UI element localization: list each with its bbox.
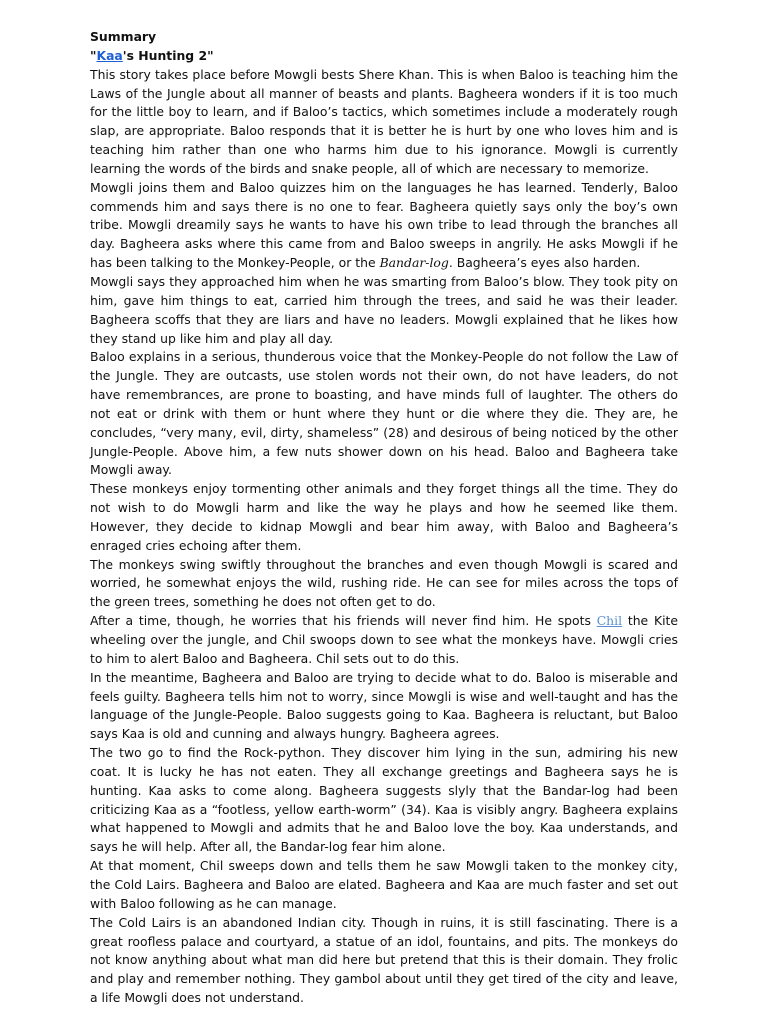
chapter-title <box>90 47 678 66</box>
paragraph-9: The two go to find the Rock-python. They discover him lying in the sun, admiring his new coat. It is lucky he has not eaten. They all exchange greetings and Bagheera says he is hunting. Kaa asks to come along. Bagheera suggests slyly that the Bandar-log had been criticizing Kaa as a “footless, yellow earth-worm” (34). Kaa is visibly angry. Bagheera explains what happened to Mowgli and admits that he and Baloo love the boy. Kaa understands, and says he will help. After all, the Bandar-log fear him alone. <box>90 745 678 855</box>
paragraph-3: Mowgli says they approached him when he was smarting from Baloo’s blow. They took pity on him, gave him things to eat, carried him through the trees, and said he was their leader. Bagheera scoffs that they are liars and have no leaders. Mowgli explained that he likes how they stand up like him and play all day. <box>90 273 678 346</box>
paragraph-2-part-b: Bagheera’s eyes also harden. <box>452 255 641 271</box>
paragraph-7 <box>90 612 678 669</box>
title-rest: 's Hunting 2" <box>122 47 214 63</box>
kaa-link[interactable]: Kaa <box>96 47 123 63</box>
chil-link[interactable]: Chil <box>596 613 623 629</box>
paragraph-8: In the meantime, Bagheera and Baloo are trying to decide what to do. Baloo is miserable and feels guilty. Bagheera tells him not to worry, since Mowgli is wise and well-taught and has the language of the Jungle-People. Baloo suggests going to Kaa. Bagheera is reluctant, but Baloo says Kaa is old and cunning and always hungry. Bagheera agrees. <box>90 669 678 742</box>
paragraph-11: The Cold Lairs is an abandoned Indian city. Though in ruins, it is still fascinating. There is a great roofless palace and courtyard, a statue of an idol, fountains, and pits. The monkeys do not know anything about what man did here but pretend that this is their domain. They frolic and play and remember nothing. They gambol about until they get tired of the city and leave, a life Mowgli does not understand. <box>90 914 678 1006</box>
title-open-quote: " <box>90 47 97 63</box>
paragraph-4: Baloo explains in a serious, thunderous voice that the Monkey-People do not follow the Law of the Jungle. They are outcasts, use stolen words not their own, do not have leaders, do not have remembrances, are prone to boasting, and have minds full of laughter. The others do not eat or drink with them or hunt where they hunt or die where they die. They are, he concludes, “very many, evil, dirty, shameless” (28) and desirous of being noticed by the other Jungle-People. Above him, a few nuts shower down on his head. Baloo and Bagheera take Mowgli away. <box>90 349 678 478</box>
paragraph-7-part-a: After a time, though, he worries that his friends will never find him. He spots <box>90 613 597 629</box>
paragraph-7-part-b: the Kite wheeling over the jungle, and Chil swoops down to see what the monkeys have. Mowgli cries to him to alert Baloo and Bagheera. Chil sets out to do this. <box>90 613 678 666</box>
summary-heading: Summary <box>90 29 157 44</box>
paragraph-10: At that moment, Chil sweeps down and tells them he saw Mowgli taken to the monkey city, the Cold Lairs. Bagheera and Baloo are elated. Bagheera and Kaa are much faster and set out with Baloo following as he can manage. <box>90 858 678 911</box>
paragraph-1: This story takes place before Mowgli bests Shere Khan. This is when Baloo is teaching him the Laws of the Jungle about all manner of beasts and plants. Bagheera wonders if it is too much for the little boy to learn, and if Baloo’s tactics, which sometimes include a moderately rough slap, are appropriate. Baloo responds that it is better he is hurt by one who loves him and is teaching him rather than one who harms him due to his ignorance. Mowgli is currently learning the words of the birds and snake people, all of which are necessary to memorize. <box>90 66 678 176</box>
bandar-log-term: Bandar-log. <box>379 255 453 271</box>
paragraph-6: The monkeys swing swiftly throughout the branches and even though Mowgli is scared and worried, he somewhat enjoys the wild, rushing ride. He can see for miles across the tops of the green trees, something he does not often get to do. <box>90 556 678 610</box>
paragraph-5: These monkeys enjoy tormenting other animals and they forget things all the time. They do not wish to do Mowgli harm and like the way he plays and how he seemed like them. However, they decide to kidnap Mowgli and bear him away, with Baloo and Bagheera’s enraged cries echoing after them. <box>90 481 678 553</box>
paragraph-2 <box>90 179 678 273</box>
paragraph-2-part-a: Mowgli joins them and Baloo quizzes him on the languages he has learned. Tenderly, Baloo commends him and says there is no one to fear. Bagheera quietly says only the boy’s own tribe. Mowgli dreamily says he wants to have his own tribe to lead through the branches all day. Bagheera asks where this came from and Baloo sweeps in angrily. He asks Mowgli if he has been talking to the Monkey-People, or the <box>90 179 678 271</box>
document-page <box>90 28 678 1008</box>
